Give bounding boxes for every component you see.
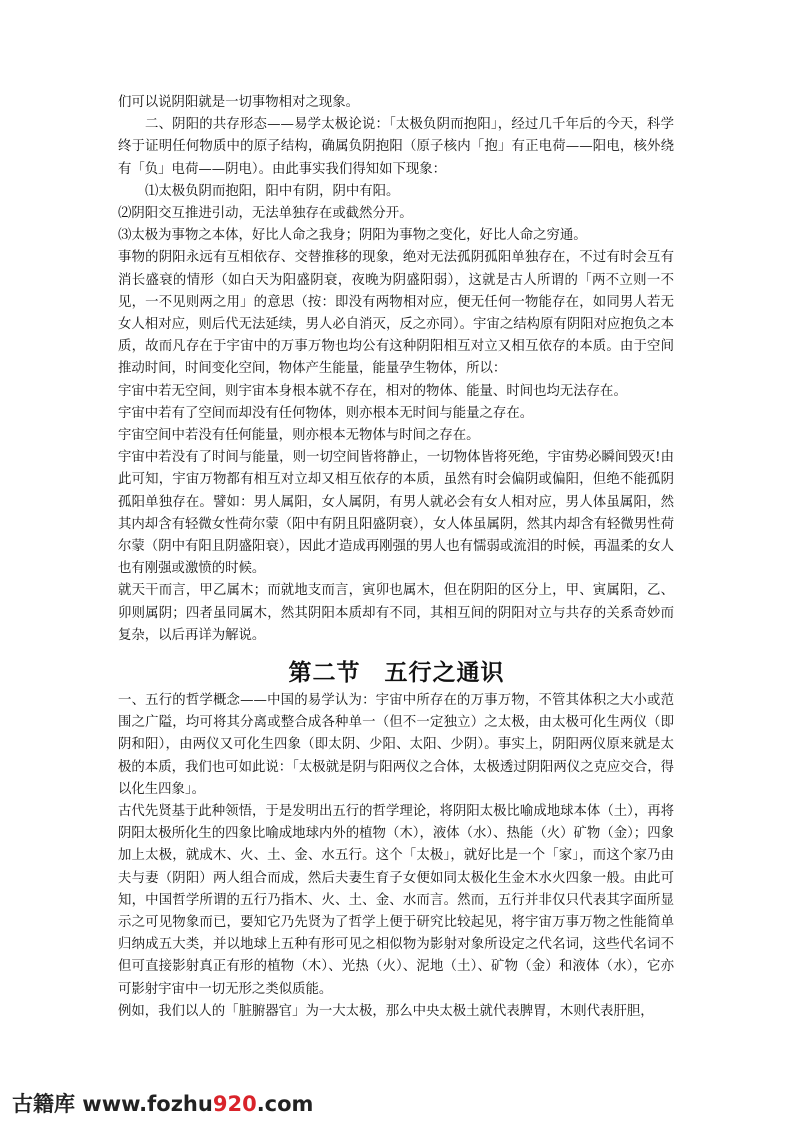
list-item: ⑵阴阳交互推进引动，无法单独存在或截然分开。 [118, 206, 413, 222]
paragraph: 二、阴阳的共存形态——易学太极论说：「太极负阴而抱阳」，经过几千年后的今天，科学终于证明任何物质中的原子结构，确属负阴抱阳（原子核内「抱」有正电荷——阳电，核外绕有「负」电荷——阴电）。由此事实我们得知如下现象： [118, 117, 674, 177]
section-heading: 第二节 五行之通识 [288, 660, 505, 686]
paragraph: 事物的阴阳永远有互相依存、交替推移的现象，绝对无法孤阴孤阳单独存在，不过有时会互有消长盛衰的情形（如白天为阳盛阴衰，夜晚为阴盛阳弱），这就是古人所谓的「两不立则一不见，一不见则两之用」的意思（按：即没有两物相对应，便无任何一物能存在，如同男人若无女人相对应，则后代无法延续，男人必自消灭，反之亦同）。宇宙之结构原有阴阳对应抱负之本质，故而凡存在于宇宙中的万事万物也均公有这种阴阳相互对立又相互依存的本质。由于空间推动时间，时间变化空间，物体产生能量，能量孕生物体，所以： [118, 250, 674, 377]
paragraph: 一、五行的哲学概念——中国的易学认为：宇宙中所存在的万事万物，不管其体积之大小或范围之广隘，均可将其分离或整合成各种单一（但不一定独立）之太极，由太极可化生两仪（即阴和阳），由两仪又可化生四象（即太阴、少阳、太阳、少阴）。事实上，阴阳两仪原来就是太极的本质，我们也可如此说：「太极就是阴与阳两仪之合体，太极透过阴阳两仪之克应交合，得以化生四象」。 [118, 693, 674, 797]
paragraph: 宇宙中若无空间，则宇宙本身根本就不存在，相对的物体、能量、时间也均无法存在。 [118, 383, 627, 399]
list-item: ⑶太极为事物之本体，好比人命之我身；阴阳为事物之变化，好比人命之穷通。 [118, 228, 587, 244]
paragraph: 例如，我们以人的「脏腑器官」为一大太极，那么中央太极土就代表脾胃，木则代表肝胆， [118, 1003, 654, 1019]
paragraph: 古代先贤基于此种领悟，于是发明出五行的哲学理论，将阴阳太极比喻成地球本体（土），再将阴阳太极所化生的四象比喻成地球内外的植物（木），液体（水）、热能（火）矿物（金）；四象加上太极，就成木、火、土、金、水五行。这个「太极」，就好比是一个「家」，而这个家乃由夫与妻（阴阳）两人组合而成，然后夫妻生育子女便如同太极化生金木水火四象一般。由此可知，中国哲学所谓的五行乃指木、火、土、金、水而言。然而，五行并非仅只代表其字面所显示之可见物象而已，要知它乃先贤为了哲学上便于研究比较起见，将宇宙万事万物之性能简单归纳成五大类，并以地球上五种有形可见之相似物为影射对象所设定之代名词，这些代名词不但可直接影射真正有形的植物（木）、光热（火）、泥地（土）、矿物（金）和液体（水），它亦可影射宇宙中一切无形之类似质能。 [118, 804, 674, 997]
paragraph: 宇宙中若有了空间而却没有任何物体，则亦根本无时间与能量之存在。 [118, 405, 534, 421]
watermark-digits: 920 [212, 1092, 257, 1116]
paragraph: 就天干而言，甲乙属木；而就地支而言，寅卯也属木，但在阴阳的区分上，甲、寅属阳，乙、卯则属阴；四者虽同属木，然其阴阳本质却有不同，其相互间的阴阳对立与共存的关系奇妙而复杂，以后再详为解说。 [118, 583, 674, 643]
section1-body [118, 92, 674, 647]
paragraph: 们可以说阴阳就是一切事物相对之现象。 [118, 95, 360, 110]
site-watermark [12, 1088, 313, 1118]
list-item: ⑴太极负阴而抱阳，阳中有阴，阴中有阳。 [145, 183, 400, 199]
section2-body [118, 690, 674, 1023]
paragraph: 宇宙中若没有了时间与能量，则一切空间皆将静止，一切物体皆将死绝，宇宙势必瞬间毁灭!由此可知，宇宙万物都有相互对立却又相互依存的本质，虽然有时会偏阴或偏阳，但绝不能孤阴孤阳单独存在。譬如：男人属阳，女人属阴，有男人就必会有女人相对应，男人体虽属阳，然其内却含有轻微女性荷尔蒙（阳中有阴且阳盛阴衰），女人体虽属阴，然其内却含有轻微男性荷尔蒙（阴中有阳且阴盛阳衰），因此才造成再刚强的男人也有懦弱或流泪的时候，再温柔的女人也有刚强或激愤的时候。 [118, 450, 674, 577]
paragraph: 宇宙空间中若没有任何能量，则亦根本无物体与时间之存在。 [118, 428, 480, 444]
watermark-prefix: 古籍库 www.fozhu [12, 1092, 213, 1116]
watermark-suffix: .com [256, 1092, 314, 1116]
